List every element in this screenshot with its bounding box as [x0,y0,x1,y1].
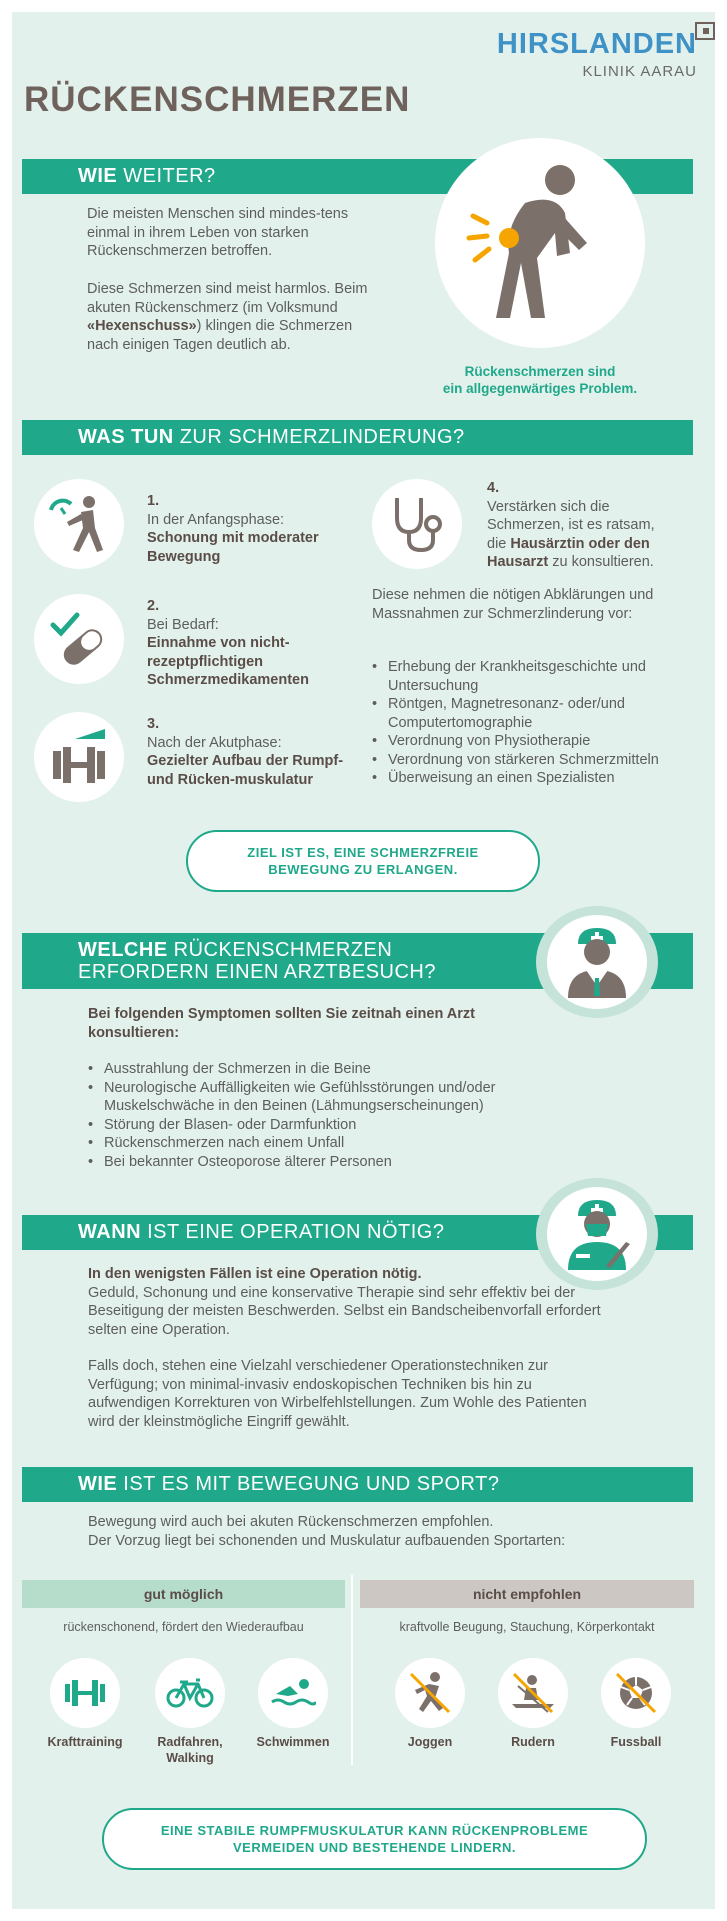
sport-circle-rudern [498,1658,568,1728]
bad-column-sub: kraftvolle Beugung, Stauchung, Körperkontakt [399,1620,655,1634]
band-bold: WIE [78,1473,118,1495]
step2-text [147,597,347,690]
intro-paragraph-1: Die meisten Menschen sind mindes-tens einmal in ihrem Leben von starken Rückenschmerzen betroffen. [87,206,349,259]
list-item: • Ausstrahlung der Schmerzen in die Beine [88,1060,598,1079]
step3-line: Nach der Akutphase: [147,734,282,751]
bad-column-head: nicht empfohlen [360,1580,694,1608]
runner-icon [405,1668,455,1718]
step1-text [147,492,347,566]
list-item: • Neurologische Auffälligkeiten wie Gefühlsstörungen und/oder Muskelschwäche in den Beinen (Lähmungserscheinungen) [88,1079,598,1116]
step2-num: 2. [147,598,160,614]
back-pain-person-icon [465,158,615,328]
stethoscope-icon [385,492,449,556]
abklaerungen-intro: Diese nehmen die nötigen Abklärungen und Massnahmen zur Schmerzlinderung vor: [372,587,654,622]
band-rest: ZUR SCHMERZLINDERUNG? [179,426,465,448]
logo-brand: HIRSLANDEN [496,28,697,60]
goal-pill-line-1: ZIEL IST ES, EINE SCHMERZFREIE [247,845,479,860]
sport-label-radfahren: Radfahren, Walking [157,1735,223,1765]
arzt-symptoms-list [88,1060,598,1171]
step4-num: 4. [487,480,500,496]
soccer-ball-icon [611,1668,661,1718]
section-band-sport [22,1467,693,1502]
arzt-lead [88,1005,508,1042]
doctor-circle [536,906,658,1018]
page-title: RÜCKENSCHMERZEN [24,80,411,119]
core-muscle-pill [102,1808,647,1870]
list-item: • Überweisung an einen Spezialisten [372,769,672,788]
sport-label-schwimmen: Schwimmen [256,1735,330,1749]
sport-label-joggen: Joggen [407,1735,453,1749]
operation-paragraph-1 [88,1265,608,1339]
step1-num: 1. [147,493,160,509]
good-column-head: gut möglich [22,1580,345,1608]
back-pain-caption [415,363,665,397]
list-item: • Störung der Blasen- oder Darmfunktion [88,1116,598,1135]
sport-circle-fussball [601,1658,671,1728]
p2-bold: «Hexenschuss» [87,318,197,334]
bicycle-icon [166,1676,214,1710]
intro-paragraph-2 [87,280,377,354]
band-bold: WELCHE [78,939,168,961]
list-item: • Verordnung von Physiotherapie [372,732,672,751]
step2-bold: Einnahme von nicht-rezeptpflichtigen Schmerzmedikamenten [147,635,309,688]
p2-c: ) klingen die Schmerzen nach einigen Tagen deutlich ab. [87,318,353,353]
doctor-icon [562,924,632,1000]
column-divider [351,1575,353,1765]
operation-p1: Geduld, Schonung und eine konservative Therapie sind sehr effektiv bei der Beseitigung der meisten Beschwerden. Selbst ein Bandscheibenvorfall erfordert selten eine Operation. [88,1284,601,1338]
sport-label-rudern: Rudern [511,1735,555,1749]
sport-circle-krafttraining [50,1658,120,1728]
abklaerungen-list [372,658,672,788]
sport-label-fussball: Fussball [610,1735,662,1749]
band-bold: WANN [78,1221,142,1243]
good-column-sub: rückenschonend, fördert den Wiederaufbau [63,1620,304,1634]
sport-intro-2: Der Vorzug liegt bei schonenden und Muskulatur aufbauenden Sportarten: [88,1532,566,1549]
step4-text-b: zu konsultieren. [548,554,654,570]
step1-line: In der Anfangsphase: [147,511,285,528]
sport-intro [88,1513,668,1550]
back-pain-circle [435,138,645,348]
section-band-was-tun [22,420,693,455]
step3-num: 3. [147,716,160,732]
step1-circle [34,479,124,569]
step1-bold: Schonung mit moderater Bewegung [147,530,319,565]
sport-circle-joggen [395,1658,465,1728]
list-item: • Rückenschmerzen nach einem Unfall [88,1134,598,1153]
swimmer-icon [270,1676,316,1710]
operation-paragraph-2: Falls doch, stehen eine Vielzahl verschiedener Operationstechniken zur Verfügung; von minimal-invasiv endoskopischen Techniken bis hin zu aufwendigen Korrekturen von Wirbelfehlstellungen. Zum Wohle des Patienten wird der kleinstmögliche Eingriff gewählt. [88,1358,587,1430]
goal-pill [186,830,540,892]
dumbbell-icon [47,725,111,789]
list-item: • Erhebung der Krankheitsgeschichte und Untersuchung [372,658,672,695]
arzt-lead-text: Bei folgenden Symptomen sollten Sie zeitnah einen Arzt konsultieren: [88,1006,475,1041]
rowing-icon [508,1668,558,1718]
sport-circle-radfahren [155,1658,225,1728]
logo-sub: KLINIK AARAU [582,63,697,80]
caption-line-1: Rückenschmerzen sind [464,364,616,379]
list-item: • Verordnung von stärkeren Schmerzmitteln [372,751,672,770]
pill-check-icon [47,607,111,671]
sport-intro-1: Bewegung wird auch bei akuten Rückenschmerzen empfohlen. [88,1514,494,1530]
p2-a: Diese Schmerzen sind meist harmlos. Beim akuten Rückenschmerz (im Volksmund [87,281,368,316]
step4-text [487,479,677,572]
sport-circle-schwimmen [258,1658,328,1728]
stretching-person-icon [47,492,111,556]
step3-circle [34,712,124,802]
band-rest-1: RÜCKENSCHMERZEN [173,939,393,961]
surgeon-icon [562,1196,632,1272]
band-rest-2: ERFORDERN EINEN ARZTBESUCH? [78,961,436,983]
step2-circle [34,594,124,684]
core-pill-line-2: VERMEIDEN UND BESTEHENDE LINDERN. [232,1840,517,1855]
step2-line: Bei Bedarf: [147,616,219,633]
step3-bold: Gezielter Aufbau der Rumpf- und Rücken-muskulatur [147,753,344,788]
list-item: • Röntgen, Magnetresonanz- oder/und Computertomographie [372,695,672,732]
dumbbell-icon [63,1676,107,1710]
band-rest: IST ES MIT BEWEGUNG UND SPORT? [123,1473,500,1495]
step4-bold: Hausärztin oder den Hausarzt [487,535,650,570]
step4-text-a: Verstärken sich die Schmerzen, ist es ratsam, die [487,498,655,552]
step3-text [147,715,347,789]
goal-pill-line-2: BEWEGUNG ZU ERLANGEN. [268,862,458,877]
band-rest: WEITER? [123,165,216,187]
band-rest: IST EINE OPERATION NÖTIG? [147,1221,445,1243]
sport-label-krafttraining: Krafttraining [47,1735,123,1749]
doctor-inner-circle [547,915,647,1009]
step4-circle [372,479,462,569]
hirslanden-logo [497,28,697,80]
caption-line-2: ein allgegenwärtiges Problem. [442,381,638,396]
logo-mark-icon [695,22,715,40]
core-pill-line-1: EINE STABILE RUMPFMUSKULATUR KANN RÜCKENPROBLEME [160,1823,589,1838]
list-item: • Bei bekannter Osteoporose älterer Personen [88,1153,598,1172]
band-bold: WAS TUN [78,426,174,448]
operation-lead: In den wenigsten Fällen ist eine Operation nötig. [88,1266,422,1282]
band-bold: WIE [78,165,118,187]
